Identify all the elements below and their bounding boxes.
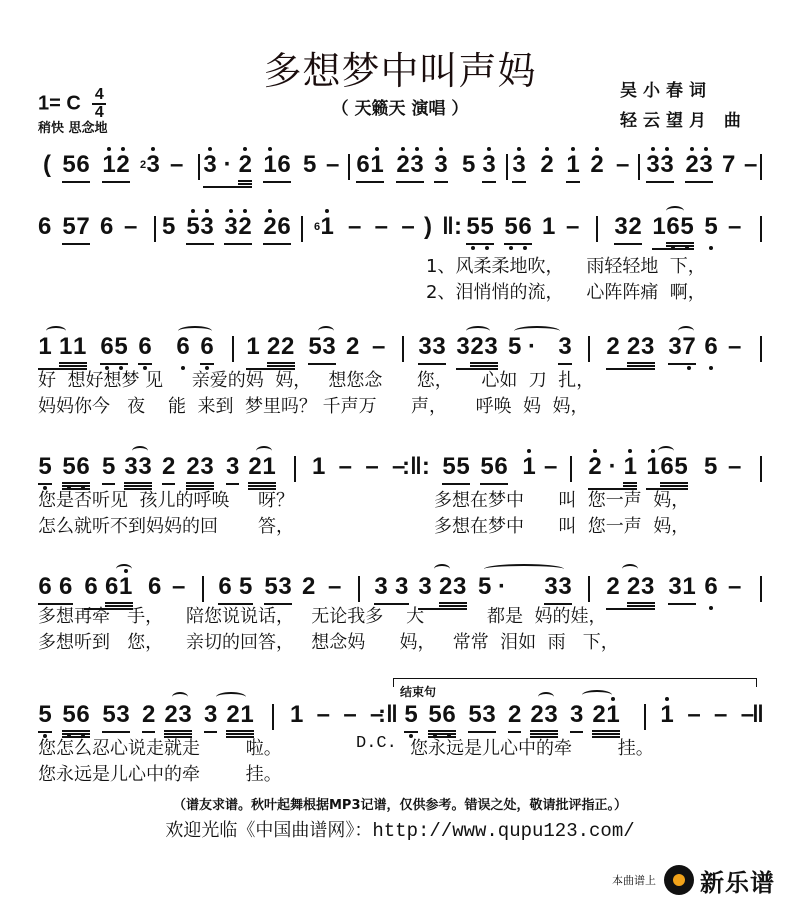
note-group: 56: [480, 452, 508, 485]
note-group: 56: [62, 150, 90, 183]
note-grace: $^6$1: [314, 213, 334, 240]
note-group: 3 3: [374, 572, 409, 605]
score-row-4: [38, 452, 778, 537]
brand-badge[interactable]: [612, 862, 775, 898]
note: 6: [100, 213, 114, 240]
repeat-end: :‖: [378, 701, 398, 728]
note-group: 26: [263, 212, 291, 245]
note-group: 21: [226, 700, 254, 738]
note-group: 6 5: [218, 572, 253, 605]
note: 2: [508, 700, 521, 733]
barline: [294, 456, 296, 482]
note: 3: [226, 452, 239, 485]
site-welcome: [0, 816, 800, 842]
dash: –: [744, 151, 758, 178]
close-paren: ): [424, 213, 432, 240]
lyric-verse-2: 妈妈你今 夜 能 来到 梦里吗？ 千声万 声， 呼唤 妈 妈，: [38, 396, 589, 417]
note-group: 53: [468, 700, 496, 733]
note-group: 33: [544, 572, 572, 605]
note: 3: [204, 700, 217, 733]
brand-name: 新乐谱: [700, 868, 775, 897]
barline: [588, 336, 590, 362]
key-label: 1= C: [38, 92, 81, 115]
note-group: 53: [102, 700, 130, 733]
note-group: 56: [62, 452, 90, 490]
note: 5: [404, 700, 418, 733]
song-title: 多想梦中叫声妈: [263, 49, 537, 93]
lyric-verse-2: 您永远是儿心中的牵 挂。: [38, 764, 282, 785]
barline: [760, 336, 762, 362]
da-capo-marking: D.C.: [356, 734, 397, 753]
note: 6: [138, 332, 152, 365]
key-signature: [38, 88, 106, 120]
note-group: 57: [62, 212, 90, 245]
time-denominator: 4: [94, 104, 104, 121]
site-url-link[interactable]: http://www.qupu123.com/: [372, 820, 635, 842]
note-fermata: 1 – – –: [660, 701, 755, 728]
note-group: 23: [685, 150, 713, 183]
note: 1: [566, 150, 580, 183]
note-group: 6 61: [84, 572, 133, 610]
note: 5: [303, 151, 317, 178]
note-group: 165: [652, 212, 694, 250]
note-group: 53: [308, 332, 336, 365]
barline: [272, 704, 274, 730]
lyric-verse-1: 1、风柔柔地吹， 雨轻轻地 下，: [426, 256, 706, 277]
time-signature: [92, 88, 106, 120]
note-group: 2 · 1: [588, 452, 637, 490]
score-row-6: [38, 700, 778, 785]
note: 5: [38, 700, 52, 733]
barline: [760, 216, 762, 242]
vinyl-record-icon: [664, 865, 694, 895]
lyric-verse-1: 您是否听见 孩儿的呼唤 呀？: [38, 490, 295, 511]
dash: –: [372, 333, 386, 360]
note: 5 ·: [478, 573, 507, 600]
note: 6: [704, 573, 718, 600]
note: 5: [704, 453, 718, 480]
note-group: 56: [428, 700, 456, 738]
lyric-verse-1: 多想再牵 手， 陪您说说话， 无论我多 大 都是 妈的娃，: [38, 606, 607, 627]
note: 2: [540, 151, 554, 178]
note: 2: [162, 452, 175, 485]
dash: –: [544, 453, 558, 480]
note-group: 31: [668, 572, 696, 605]
note: 2: [302, 573, 316, 600]
barline: [570, 456, 572, 482]
note: 6: [176, 333, 190, 360]
note-group: 61: [356, 150, 384, 183]
note-group: 2 23: [606, 332, 655, 370]
repeat-end-start: :‖:: [402, 453, 430, 480]
barline: [638, 154, 640, 180]
note-group: 56: [62, 700, 90, 738]
note-group: 56: [504, 212, 532, 245]
note-group: 53: [264, 572, 292, 605]
note-group: 165: [646, 452, 688, 490]
note: 6: [704, 333, 718, 360]
lyric-verse-2-b: 多想在梦中 叫 您一声 妈，: [434, 516, 690, 537]
composer-credit: 轻云望月 曲: [620, 111, 747, 131]
note-group: 37: [668, 332, 696, 365]
lyricist-credit: 吴小春词: [620, 81, 712, 101]
barline: [358, 576, 360, 602]
note: 6: [38, 213, 52, 240]
transcription-note: （谱友求谱。秋叶起舞根据MP3记谱，仅供参考。错误之处，敬请批评指正。）: [172, 798, 627, 813]
note: 3: [482, 150, 496, 183]
barline: [154, 216, 156, 242]
note-group: 55: [466, 212, 494, 245]
ending-bracket: [393, 678, 757, 687]
note-group: 32: [614, 212, 642, 245]
note: 5: [162, 213, 176, 240]
open-paren: (: [43, 151, 51, 178]
dash: –: [172, 573, 186, 600]
dash: – – –: [348, 213, 415, 240]
note: 1: [542, 213, 556, 240]
note-group: 2 23: [606, 572, 655, 610]
barline: [506, 154, 508, 180]
note: 3: [558, 332, 572, 365]
lyric-verse-2: 多想听到 您， 亲切的回答， 想念妈 妈， 常常 泪如 雨 下，: [38, 632, 619, 653]
dash: –: [566, 213, 580, 240]
note-group: 1 11: [38, 332, 87, 370]
note: 1 – – –: [312, 453, 406, 480]
badge-prefix: 本曲谱上: [612, 874, 656, 887]
note: 7: [722, 151, 736, 178]
note-group: 21: [248, 452, 276, 490]
tempo-marking: 稍快 思念地: [38, 121, 108, 136]
lyric-verse-2: 2、泪悄悄的流， 心阵阵痛 啊，: [426, 282, 706, 303]
barline: [232, 336, 234, 362]
note-group: 33: [418, 332, 446, 365]
note-group: 32: [224, 212, 252, 245]
lyric-verse-2: 怎么就听不到妈妈的回 答，: [38, 516, 295, 537]
barline: [402, 336, 404, 362]
dash: –: [728, 333, 742, 360]
note-group: 53: [186, 212, 214, 245]
note-group: 3 23: [418, 572, 467, 610]
note-group: 16: [263, 150, 291, 183]
barline: [301, 216, 303, 242]
dash: –: [170, 151, 184, 178]
barline: [596, 216, 598, 242]
note-group: 3 · 2: [203, 150, 252, 188]
dash: –: [124, 213, 138, 240]
note: 5: [102, 452, 115, 485]
slur-arc: [582, 690, 612, 700]
note-group: 323: [456, 332, 498, 370]
note: 2: [142, 700, 155, 733]
note: 5: [462, 151, 476, 178]
lyric-verse-1: 您怎么忍心说走就走 啦。: [38, 738, 282, 759]
note: 1: [522, 453, 536, 480]
note-group: 23: [164, 700, 192, 738]
score-row-3: [38, 332, 778, 417]
dash: –: [728, 573, 742, 600]
dash: –: [616, 151, 630, 178]
barline: [644, 704, 646, 730]
lyric-verse-1: 好 想好想梦 见 亲爱的妈 妈， 想您念 您， 心如 刀 扎，: [38, 370, 595, 391]
barline: [588, 576, 590, 602]
note: 3: [434, 150, 448, 183]
note-group: 12: [102, 150, 130, 183]
note-group: 1 22: [246, 332, 295, 370]
dash: –: [728, 453, 742, 480]
final-barline: ‖: [752, 701, 764, 728]
note: 2: [346, 333, 360, 360]
dash: –: [728, 213, 742, 240]
barline: [760, 456, 762, 482]
welcome-text: 欢迎光临《中国曲谱网》：: [165, 820, 373, 841]
note-group: 33: [646, 150, 674, 183]
note-group: 65: [100, 332, 128, 365]
barline: [198, 154, 200, 180]
score-row-5: [38, 572, 778, 653]
note: 5: [38, 452, 52, 485]
note-group: 23: [530, 700, 558, 738]
note: 5: [704, 213, 718, 240]
note-group: 23: [186, 452, 214, 490]
note: 6: [148, 573, 162, 600]
repeat-start: ‖:: [442, 213, 462, 240]
time-numerator: 4: [94, 86, 104, 103]
note-group: 6 6: [38, 572, 73, 605]
note: 6: [200, 332, 214, 365]
ending-label: 结束句: [400, 685, 437, 699]
barline: [202, 576, 204, 602]
barline: [760, 154, 762, 180]
score-row-2: [38, 212, 778, 303]
dash: –: [328, 573, 342, 600]
note-grace: $^2$3: [140, 151, 160, 178]
lyric-ending: 您永远是儿心中的牵 挂。: [410, 738, 654, 759]
note-group: 23: [396, 150, 424, 183]
note-group: 21: [592, 700, 620, 738]
barline: [348, 154, 350, 180]
score-row-1: [38, 150, 778, 190]
note: 5 ·: [508, 333, 537, 360]
performer-subtitle: （ 天籁天 演唱 ）: [331, 99, 469, 119]
slur-arc: [622, 564, 638, 574]
note: 3: [570, 700, 583, 733]
note: 2: [590, 151, 604, 178]
dash: –: [326, 151, 340, 178]
note: 1 – – –: [290, 701, 384, 728]
lyric-verse-1-b: 多想在梦中 叫 您一声 妈，: [434, 490, 690, 511]
note-group: 33: [124, 452, 152, 490]
note: 3: [512, 150, 526, 183]
note-group: 55: [442, 452, 470, 485]
barline: [760, 576, 762, 602]
